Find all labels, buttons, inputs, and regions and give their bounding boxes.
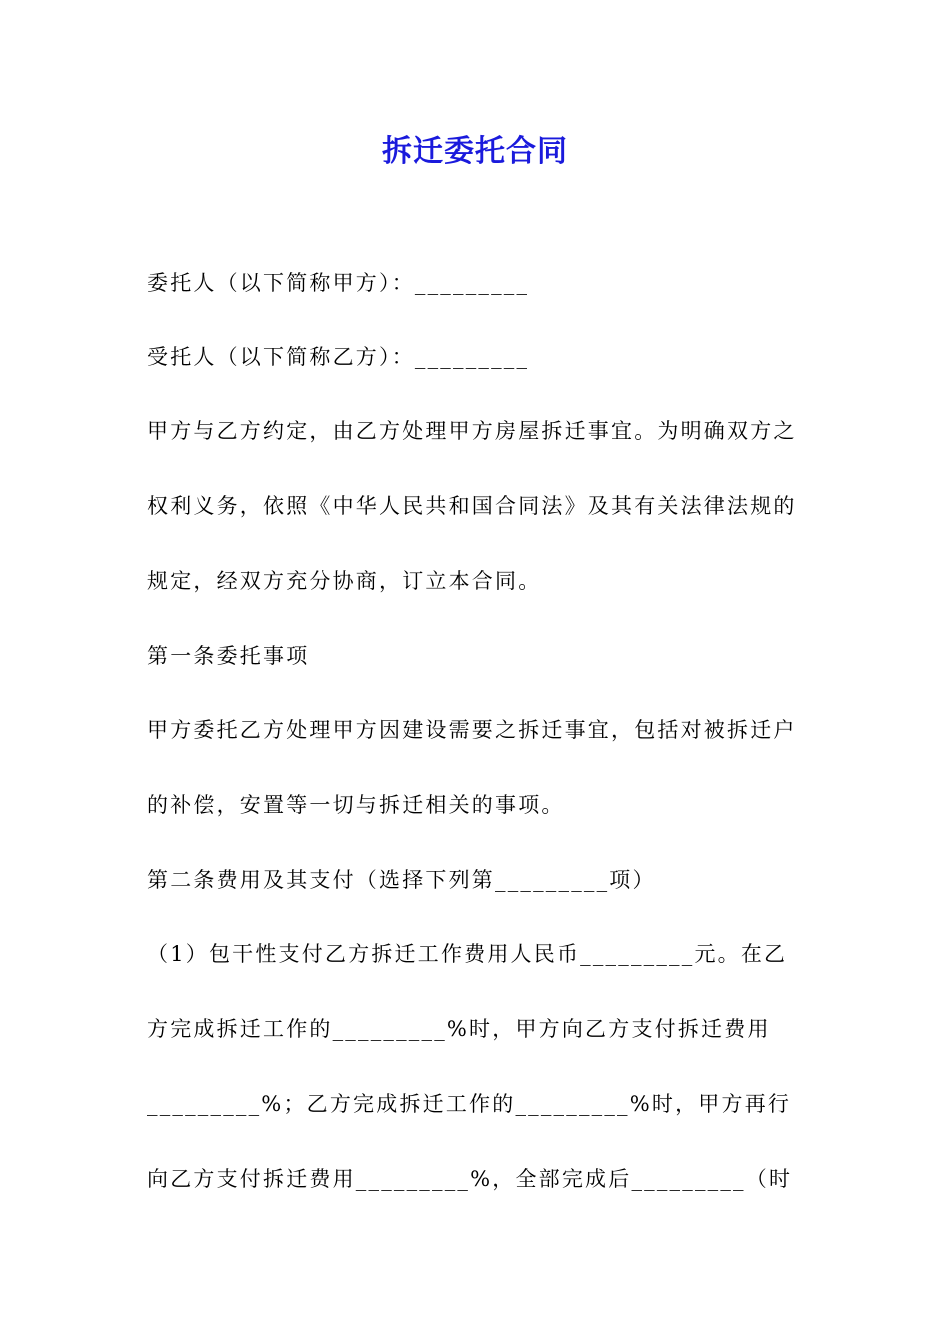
- principal-line: 委托人（以下简称甲方）：_________: [147, 271, 530, 295]
- document-body: [147, 264, 809, 1235]
- agent-line: 受托人（以下简称乙方）：_________: [147, 345, 530, 369]
- preamble-paragraph: 甲方与乙方约定，由乙方处理甲方房屋拆迁事宜。为明确双方之权利义务，依照《中华人民共和国合同法》及其有关法律法规的规定，经双方充分协商，订立本合同。: [147, 419, 797, 593]
- article-2-item-1: （1）包干性支付乙方拆迁工作费用人民币_________元。在乙方完成拆迁工作的_________%时，甲方向乙方支付拆迁费用_________%；乙方完成拆迁工作的_________%时，甲方再行向乙方支付拆迁费用_________%，全部完成后_________（时: [147, 942, 793, 1191]
- article-2-heading: 第二条费用及其支付（选择下列第_________项）: [147, 868, 656, 892]
- document-title: 拆迁委托合同: [382, 134, 568, 169]
- article-1-paragraph: 甲方委托乙方处理甲方因建设需要之拆迁事宜，包括对被拆迁户的补偿，安置等一切与拆迁相关的事项。: [147, 718, 797, 817]
- article-1-heading: 第一条委托事项: [147, 644, 310, 668]
